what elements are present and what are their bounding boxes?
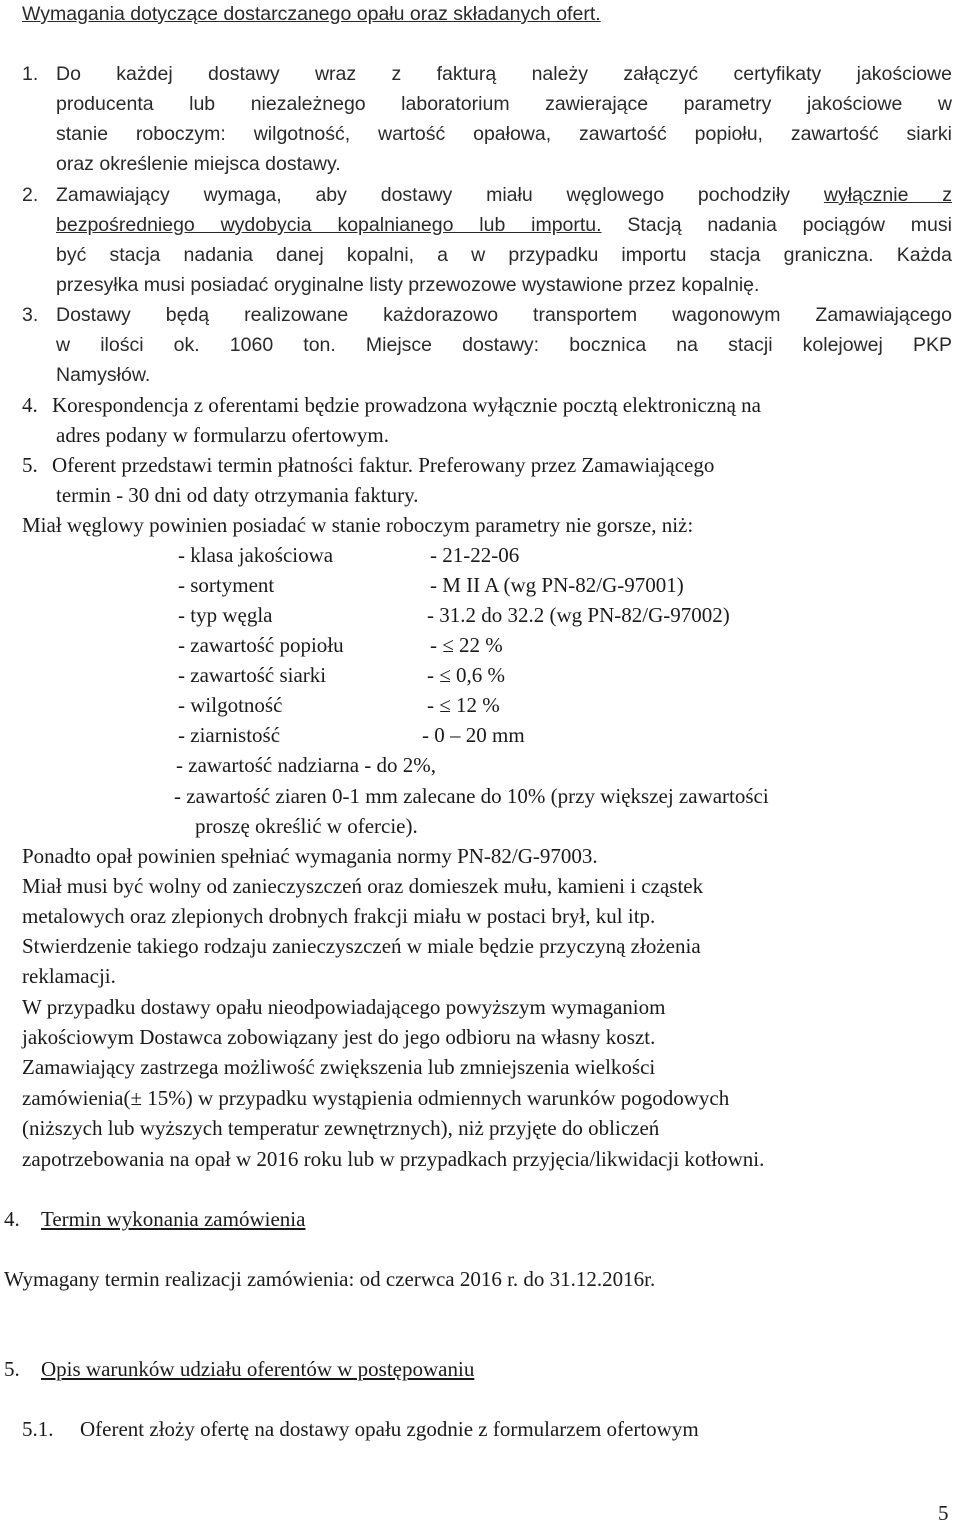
paragraph-line: zamówienia(± 15%) w przypadku wystąpienia odmiennych warunków pogodowych bbox=[22, 1086, 730, 1110]
paragraph-line: Miał musi być wolny od zanieczyszczeń oraz domieszek mułu, kamieni i cząstek bbox=[22, 874, 704, 898]
item2-line2 bbox=[56, 210, 952, 240]
spec-value: - ≤ 0,6 % bbox=[427, 663, 506, 687]
item2-source-underlined: bezpośredniego wydobycia kopalnianego lub importu. bbox=[56, 214, 602, 236]
item4-number: 4. bbox=[22, 393, 38, 417]
item2-number: 2. bbox=[22, 184, 39, 206]
item2-line3: być stacja nadania danej kopalni, a w przypadku importu stacja graniczna. Każda bbox=[56, 244, 952, 266]
page-number: 5 bbox=[938, 1501, 949, 1525]
item3-line: Dostawy będą realizowane każdorazowo transportem wagonowym Zamawiającego bbox=[56, 304, 952, 326]
spec-label: - zawartość popiołu bbox=[178, 633, 344, 657]
item2-line4: przesyłka musi posiadać oryginalne listy przewozowe wystawione przez kopalnię. bbox=[56, 274, 760, 296]
item2-line2-text: Stacją nadania pociągów musi bbox=[601, 214, 952, 236]
paragraph-line: Zamawiający zastrzega możliwość zwiększenia lub zmniejszenia wielkości bbox=[22, 1055, 656, 1079]
section5-number: 5. bbox=[4, 1357, 20, 1381]
spec-intro: Miał węglowy powinien posiadać w stanie roboczym parametry nie gorsze, niż: bbox=[22, 513, 694, 537]
item2-exclusive-underlined: wyłącznie z bbox=[823, 184, 953, 206]
section4-number: 4. bbox=[4, 1207, 20, 1231]
spec-label: - wilgotność bbox=[178, 693, 283, 717]
spec-label: - klasa jakościowa bbox=[178, 543, 334, 567]
spec-value: - 0 – 20 mm bbox=[422, 723, 525, 747]
item1-line: stanie roboczym: wilgotność, wartość opałowa, zawartość popiołu, zawartość siarki bbox=[56, 123, 952, 145]
item2-line1 bbox=[56, 180, 952, 210]
paragraph-line: metalowych oraz zlepionych drobnych frakcji miału w postaci brył, kul itp. bbox=[22, 904, 656, 928]
item2-line1-text: Zamawiający wymaga, aby dostawy miału węglowego pochodziły bbox=[56, 184, 824, 206]
item4-line: Korespondencja z oferentami będzie prowadzona wyłącznie pocztą elektroniczną na bbox=[52, 393, 761, 417]
item3-line: Namysłów. bbox=[56, 364, 151, 386]
spec-ziaren-line2: proszę określić w ofercie). bbox=[195, 814, 418, 838]
item1-line: oraz określenie miejsca dostawy. bbox=[56, 153, 341, 175]
spec-value: - ≤ 12 % bbox=[427, 693, 500, 717]
item4-line: adres podany w formularzu ofertowym. bbox=[56, 423, 389, 447]
paragraph-line: Stwierdzenie takiego rodzaju zanieczyszczeń w miale będzie przyczyną złożenia bbox=[22, 934, 701, 958]
section51-number: 5.1. bbox=[22, 1417, 54, 1441]
spec-value: - 21-22-06 bbox=[430, 543, 520, 567]
paragraph-line: jakościowym Dostawca zobowiązany jest do jego odbioru na własny koszt. bbox=[22, 1025, 656, 1049]
section51-text: Oferent złoży ofertę na dostawy opału zgodnie z formularzem ofertowym bbox=[80, 1417, 699, 1441]
spec-label: - zawartość siarki bbox=[178, 663, 327, 687]
paragraph-line: W przypadku dostawy opału nieodpowiadającego powyższym wymaganiom bbox=[22, 995, 666, 1019]
spec-value: - 31.2 do 32.2 (wg PN-82/G-97002) bbox=[427, 603, 730, 627]
paragraph-line: Ponadto opał powinien spełniać wymagania normy PN-82/G-97003. bbox=[22, 844, 598, 868]
spec-nadziarna: - zawartość nadziarna - do 2%, bbox=[176, 753, 437, 777]
section4-title: Termin wykonania zamówienia bbox=[41, 1207, 306, 1231]
spec-label: - ziarnistość bbox=[178, 723, 281, 747]
item3-number: 3. bbox=[22, 304, 39, 326]
spec-label: - sortyment bbox=[178, 573, 275, 597]
item5-line: Oferent przedstawi termin płatności faktur. Preferowany przez Zamawiającego bbox=[52, 453, 715, 477]
item3-line: w ilości ok. 1060 ton. Miejsce dostawy: bocznica na stacji kolejowej PKP bbox=[56, 334, 952, 356]
paragraph-line: (niższych lub wyższych temperatur zewnętrznych), niż przyjęte do obliczeń bbox=[22, 1116, 660, 1140]
page-heading: Wymagania dotyczące dostarczanego opału oraz składanych ofert. bbox=[22, 3, 601, 25]
section5-title: Opis warunków udziału oferentów w postępowaniu bbox=[41, 1357, 475, 1381]
item1-line: producenta lub niezależnego laboratorium zawierające parametry jakościowe w bbox=[56, 93, 952, 115]
item1-number: 1. bbox=[22, 63, 39, 85]
spec-value: - ≤ 22 % bbox=[430, 633, 503, 657]
section4-text: Wymagany termin realizacji zamówienia: od czerwca 2016 r. do 31.12.2016r. bbox=[4, 1267, 656, 1291]
item5-number: 5. bbox=[22, 453, 38, 477]
spec-label: - typ węgla bbox=[178, 603, 273, 627]
item5-line: termin - 30 dni od daty otrzymania faktury. bbox=[56, 483, 419, 507]
spec-value: - M II A (wg PN-82/G-97001) bbox=[430, 573, 684, 597]
item1-line: Do każdej dostawy wraz z fakturą należy załączyć certyfikaty jakościowe bbox=[56, 63, 952, 85]
spec-ziaren-line1: - zawartość ziaren 0-1 mm zalecane do 10% (przy większej zawartości bbox=[174, 784, 769, 808]
paragraph-line: reklamacji. bbox=[22, 964, 116, 988]
paragraph-line: zapotrzebowania na opał w 2016 roku lub w przypadkach przyjęcia/likwidacji kotłowni. bbox=[22, 1147, 765, 1171]
